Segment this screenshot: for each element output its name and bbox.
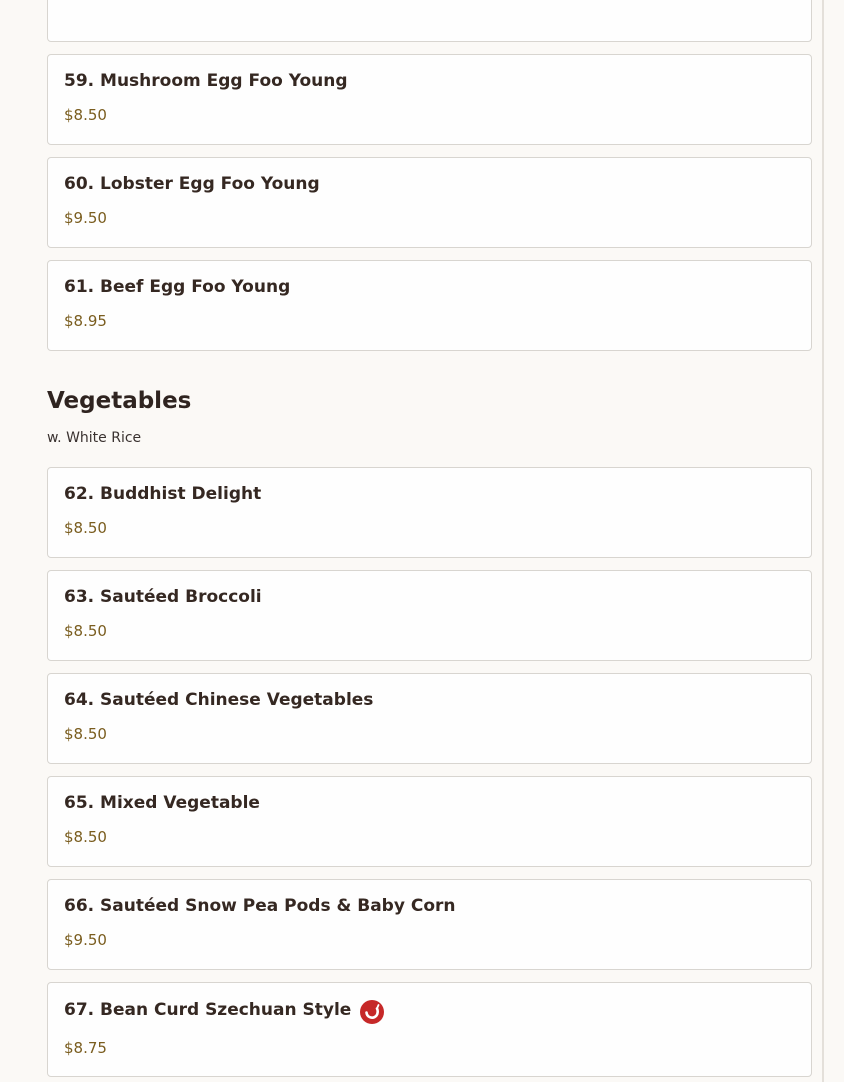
menu-item-name: 66. Sautéed Snow Pea Pods & Baby Corn xyxy=(64,896,456,916)
menu-item-price: $8.50 xyxy=(64,828,107,846)
menu-item-price: $8.75 xyxy=(64,1039,107,1057)
menu-item-card[interactable] xyxy=(47,982,812,1077)
menu-item-price: $9.50 xyxy=(64,931,107,949)
spicy-pepper-icon xyxy=(359,999,385,1025)
menu-item-card[interactable] xyxy=(47,776,812,867)
menu-item-card[interactable] xyxy=(47,54,812,145)
menu-item-price: $8.50 xyxy=(64,725,107,743)
menu-item-price: $9.50 xyxy=(64,209,107,227)
menu-item-price: $8.50 xyxy=(64,519,107,537)
menu-item-card[interactable] xyxy=(47,570,812,661)
menu-item-card[interactable] xyxy=(47,673,812,764)
menu-item-card[interactable] xyxy=(47,157,812,248)
menu-item-name: 67. Bean Curd Szechuan Style xyxy=(64,1000,352,1020)
menu-item-card[interactable] xyxy=(47,879,812,970)
menu-item-price: $8.50 xyxy=(64,622,107,640)
menu-item-price: $8.95 xyxy=(64,312,107,330)
menu-item-name: 61. Beef Egg Foo Young xyxy=(64,277,291,297)
menu-item-name: 65. Mixed Vegetable xyxy=(64,793,260,813)
menu-item-card[interactable] xyxy=(47,0,812,42)
menu-item-card[interactable] xyxy=(47,467,812,558)
section-title: Vegetables xyxy=(47,388,192,414)
section-subtitle: w. White Rice xyxy=(47,430,142,446)
menu-item-name: 59. Mushroom Egg Foo Young xyxy=(64,71,348,91)
menu-item-price: $8.50 xyxy=(64,106,107,124)
menu-item-name: 60. Lobster Egg Foo Young xyxy=(64,174,320,194)
menu-item-name: 64. Sautéed Chinese Vegetables xyxy=(64,690,374,710)
menu-item-card[interactable] xyxy=(47,260,812,351)
menu-item-name: 63. Sautéed Broccoli xyxy=(64,587,262,607)
scroll-edge-divider xyxy=(822,0,824,1082)
menu-item-name: 62. Buddhist Delight xyxy=(64,484,262,504)
